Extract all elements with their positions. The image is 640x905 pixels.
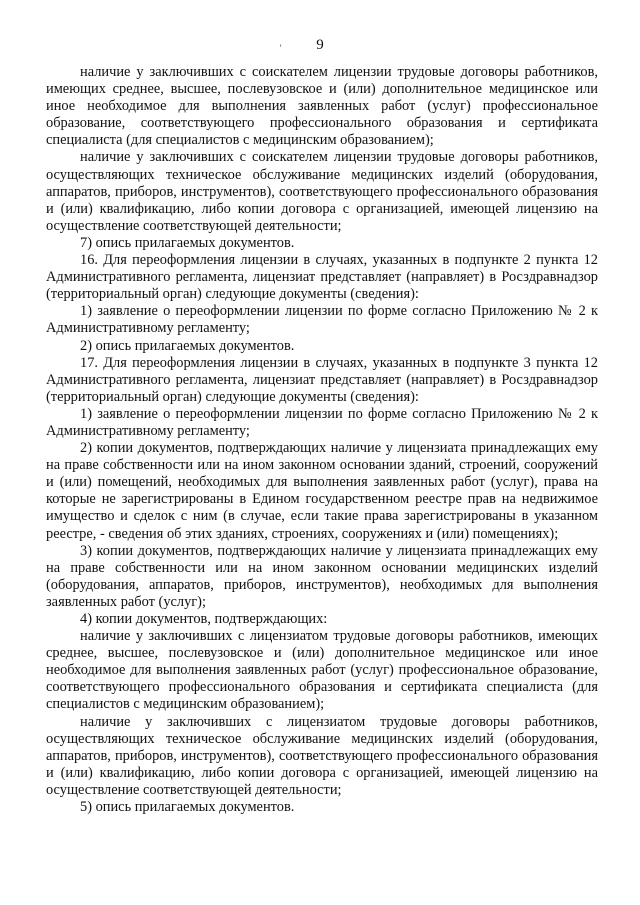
paragraph-16-item-2: 2) опись прилагаемых документов.: [80, 337, 295, 354]
paragraph-17-item-1: 1) заявление о переоформлении лицензии по форме согласно Приложению № 2 к Административному регламенту;: [46, 405, 598, 439]
document-body: [46, 64, 598, 816]
paragraph-staff-maintenance: наличие у заключивших с соискателем лицензии трудовые договоры работников, осуществляющих техническое обслуживание медицинских изделий (оборудования, аппаратов, приборов, инструментов), соответствующего профессионального образования и (или) квалификацию, либо копии договора с организацией, имеющей лицензию на осуществление соответствующей деятельности;: [46, 149, 598, 234]
paragraph-17-item-2: 2) копии документов, подтверждающих наличие у лицензиата принадлежащих ему на праве собственности или на ином законном основании зданий, строений, сооружений и (или) помещений, необходимых для выполнения заявленных работ (услуг), права на которые не зарегистрированы в Едином государственном реестре прав на недвижимое имущество и сделок с ним (в случае, если такие права зарегистрированы в указанном реестре, - сведения об этих зданиях, строениях, сооружениях и (или) помещениях);: [46, 440, 598, 542]
paragraph-17-staff-maintenance: наличие у заключивших с лицензиатом трудовые договоры работников, осуществляющих техническое обслуживание медицинских изделий (оборудования, аппаратов, приборов, инструментов), соответствующего профессионального образования и (или) квалификацию, либо копии договора с организацией, имеющей лицензию на осуществление соответствующей деятельности;: [46, 713, 598, 798]
paragraph-17-staff-education: наличие у заключивших с лицензиатом трудовые договоры работников, имеющих среднее, высшее, послевузовское и (или) дополнительное медицинское или иное необходимое для выполнения заявленных работ (услуг) профессиональное образование, соответствующего профессионального образования и сертификата специалиста (для специалистов с медицинским образованием);: [46, 628, 598, 713]
paragraph-17-item-3: 3) копии документов, подтверждающих наличие у лицензиата принадлежащих ему на праве собственности или на ином законном основании медицинских изделий (оборудования, аппаратов, приборов, инструментов), необходимых для выполнения заявленных работ (услуг);: [46, 542, 598, 610]
paragraph-inventory-7: 7) опись прилагаемых документов.: [80, 234, 295, 251]
paragraph-17-item-5: 5) опись прилагаемых документов.: [80, 799, 295, 816]
paragraph-16-item-1: 1) заявление о переоформлении лицензии по форме согласно Приложению № 2 к Административному регламенту;: [46, 303, 598, 337]
paragraph-clause-17: 17. Для переоформления лицензии в случаях, указанных в подпункте 3 пункта 12 Административного регламента, лицензиат представляет (направляет) в Росздравнадзор (территориальный орган) следующие документы (сведения):: [46, 354, 598, 405]
page-number: 9: [316, 37, 324, 53]
scan-mark: ʼ: [279, 43, 282, 53]
paragraph-17-item-4: 4) копии документов, подтверждающих:: [80, 611, 328, 627]
paragraph-staff-education: наличие у заключивших с соискателем лицензии трудовые договоры работников, имеющих среднее, высшее, послевузовское и (или) дополнительное медицинское или иное необходимое для выполнения заявленных работ (услуг) профессиональное образование, соответствующего профессионального образования и сертификата специалиста (для специалистов с медицинским образованием);: [46, 64, 598, 149]
paragraph-clause-16: 16. Для переоформления лицензии в случаях, указанных в подпункте 2 пункта 12 Административного регламента, лицензиат представляет (направляет) в Росздравнадзор (территориальный орган) следующие документы (сведения):: [46, 252, 598, 303]
